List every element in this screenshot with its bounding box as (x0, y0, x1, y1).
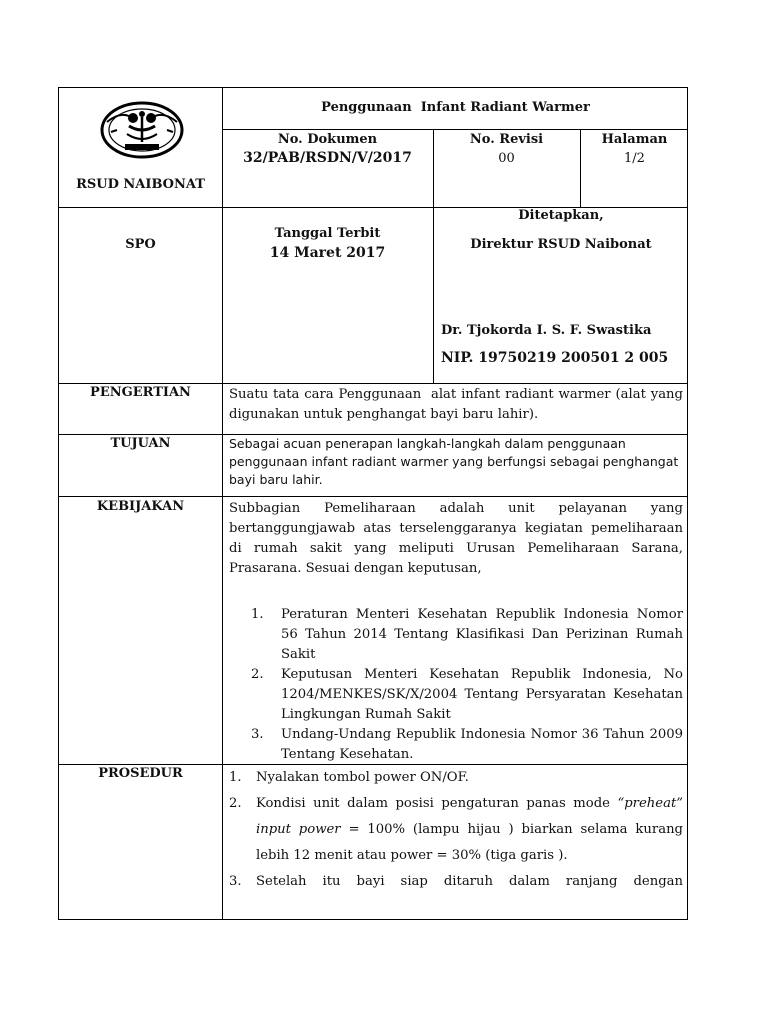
set-by-label: Ditetapkan, (518, 208, 604, 223)
list-item (251, 725, 683, 765)
policy-list (251, 605, 683, 765)
doc-no-label: No. Dokumen (277, 132, 378, 147)
spo-document-table (58, 87, 688, 920)
page-label: Halaman (601, 132, 668, 147)
section-text-pengertian: Suatu tata cara Penggunaan alat infant radiant warmer (alat yang digunakan untuk penghangat bayi baru lahir). (229, 387, 688, 422)
section-label-tujuan: TUJUAN (110, 436, 171, 451)
step-text: Kondisi unit dalam posisi pengaturan panas mode (256, 796, 618, 811)
list-number: 3. (251, 727, 264, 742)
list-text: Peraturan Menteri Kesehatan Republik Indonesia Nomor 56 Tahun 2014 Tentang Klasifikasi Dan Perizinan Rumah Sakit (281, 607, 683, 662)
spo-label: SPO (125, 237, 156, 252)
hospital-logo (99, 100, 185, 162)
hospital-name: RSUD NAIBONAT (76, 177, 205, 192)
step-text: Nyalakan tombol power ON/OF. (256, 770, 469, 785)
section-label-prosedur: PROSEDUR (98, 766, 183, 781)
doc-no-value: 32/PAB/RSDN/V/2017 (243, 150, 412, 166)
divider (222, 129, 688, 130)
procedure-step (229, 765, 683, 791)
list-text: Keputusan Menteri Kesehatan Republik Indonesia, No 1204/MENKES/SK/X/2004 Tentang Persyaratan Kesehatan Lingkungan Rumah Sakit (281, 667, 683, 722)
step-number: 1. (229, 770, 242, 785)
list-number: 1. (251, 607, 264, 622)
list-number: 2. (251, 667, 264, 682)
document-title: Penggunaan Infant Radiant Warmer (321, 100, 590, 115)
page-value: 1/2 (624, 151, 645, 166)
step-number: 3. (229, 874, 242, 889)
divider (433, 129, 434, 383)
list-item (251, 605, 683, 665)
step-text: Setelah itu bayi siap ditaruh dalam ranjang dengan (256, 874, 683, 889)
step-number: 2. (229, 796, 242, 811)
procedure-step (229, 791, 683, 869)
divider (59, 383, 688, 384)
section-text-kebijakan: Subbagian Pemeliharaan adalah unit pelayanan yang bertanggungjawab atas terselenggaranya kegiatan pemeliharaan di rumah sakit yang meliputi Urusan Pemeliharaan Sarana, Prasarana. Sesuai dengan keputusan, (229, 501, 683, 576)
divider (59, 496, 688, 497)
procedure-step (229, 869, 683, 895)
divider (222, 88, 223, 920)
list-item (251, 665, 683, 725)
revision-value: 00 (498, 151, 515, 166)
issue-date-value: 14 Maret 2017 (269, 245, 386, 261)
section-text-tujuan: Sebagai acuan penerapan langkah-langkah dalam penggunaan penggunaan infant radiant warmer yang berfungsi sebagai penghangat bayi baru lahir. (229, 436, 679, 487)
signer-name: Dr. Tjokorda I. S. F. Swastika (441, 323, 652, 338)
section-label-pengertian: PENGERTIAN (90, 385, 191, 400)
step-text: = 100% (lampu hijau ) biarkan selama kurang lebih 12 menit atau power = 30% (tiga garis ). (256, 822, 683, 863)
director-title: Direktur RSUD Naibonat (470, 237, 652, 252)
step-text-emphasis: “preheat” input power (256, 796, 683, 837)
procedure-list (229, 765, 683, 895)
issue-date-label: Tanggal Terbit (274, 226, 381, 241)
signer-nip: NIP. 19750219 200501 2 005 (441, 350, 669, 366)
section-label-kebijakan: KEBIJAKAN (96, 499, 185, 514)
list-text: Undang-Undang Republik Indonesia Nomor 36 Tahun 2009 Tentang Kesehatan. (281, 727, 683, 762)
revision-label: No. Revisi (469, 132, 544, 147)
